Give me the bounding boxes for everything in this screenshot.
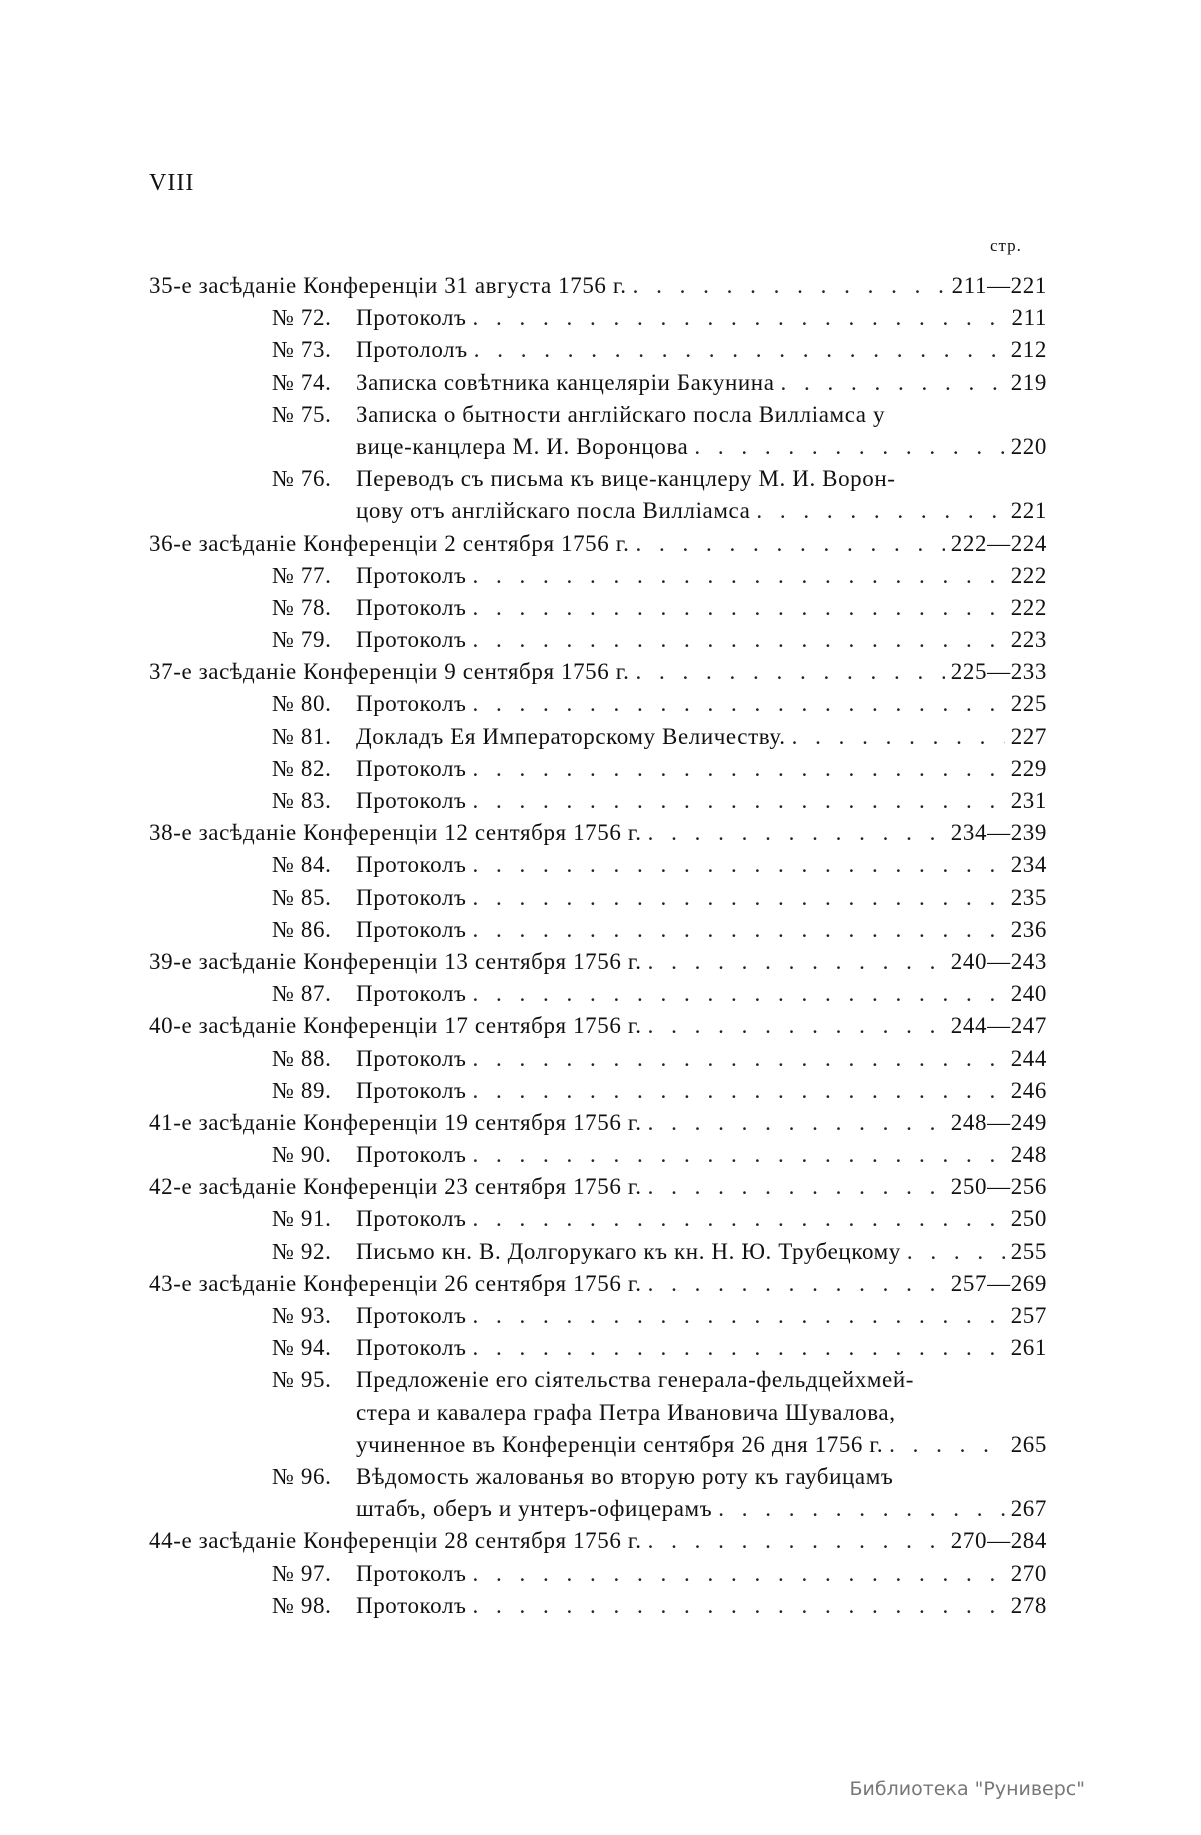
toc-document-entry <box>149 560 1047 592</box>
entry-title: Докладъ Ея Императорскому Величеству. <box>356 723 786 749</box>
table-of-contents <box>149 270 1047 1622</box>
toc-document-entry <box>149 1139 1047 1171</box>
dot-leader <box>648 1268 945 1300</box>
page-reference: 244—247 <box>950 1013 1047 1039</box>
dot-leader <box>636 656 945 688</box>
document-number: № 89. <box>272 1077 332 1103</box>
page-reference: 234 <box>1010 852 1047 878</box>
entry-title: 43-е засѣданіе Конференціи 26 сентября 1756 г. <box>149 1270 642 1296</box>
dot-leader <box>648 1171 945 1203</box>
page-reference: 219 <box>1010 369 1047 395</box>
entry-title: Протоколъ <box>356 1045 467 1071</box>
toc-document-entry <box>149 1332 1047 1364</box>
toc-document-entry <box>149 849 1047 881</box>
entry-title: 37-е засѣданіе Конференціи 9 сентября 1756 г. <box>149 659 630 685</box>
document-number: № 92. <box>272 1238 332 1264</box>
dot-leader <box>474 334 1005 366</box>
dot-leader <box>473 978 1005 1010</box>
toc-session-entry <box>149 817 1047 849</box>
document-number: № 86. <box>272 916 332 942</box>
document-number: № 80. <box>272 691 332 717</box>
page-reference: 222 <box>1010 594 1047 620</box>
entry-title: Протоколъ <box>356 788 467 813</box>
entry-title: Протоколъ <box>356 1206 467 1232</box>
page-number: VIII <box>149 170 195 196</box>
document-number: № 97. <box>272 1560 332 1586</box>
entry-title: Протоколъ <box>356 594 467 620</box>
entry-title: Протоколъ <box>356 1560 467 1586</box>
dot-leader <box>648 1525 945 1557</box>
toc-document-entry <box>149 495 1047 527</box>
page-reference: 250 <box>1010 1206 1047 1232</box>
document-number: № 85. <box>272 884 332 910</box>
document-number: № 79. <box>272 627 332 653</box>
page-reference: 261 <box>1010 1335 1047 1361</box>
dot-leader <box>473 753 1005 785</box>
toc-document-entry <box>149 978 1047 1010</box>
toc-document-entry <box>149 882 1047 914</box>
entry-title: Письмо кн. В. Долгорукаго къ кн. Н. Ю. Трубецкому <box>356 1238 901 1264</box>
dot-leader <box>473 1203 1005 1235</box>
page-reference: 231 <box>1010 788 1047 813</box>
toc-document-entry <box>149 367 1047 399</box>
dot-leader <box>648 817 945 849</box>
toc-document-entry <box>149 1429 1047 1461</box>
document-number: № 82. <box>272 755 332 781</box>
document-number: № 81. <box>272 723 332 749</box>
toc-session-entry <box>149 1010 1047 1042</box>
dot-leader <box>889 1429 1005 1461</box>
toc-document-entry <box>149 785 1047 817</box>
toc-document-entry <box>149 1590 1047 1622</box>
dot-leader <box>473 1043 1005 1075</box>
dot-leader <box>473 882 1005 914</box>
document-number: № 93. <box>272 1303 332 1328</box>
toc-session-entry <box>149 1107 1047 1139</box>
entry-title: 39-е засѣданіе Конференціи 13 сентября 1756 г. <box>149 948 642 974</box>
toc-document-entry <box>149 1043 1047 1075</box>
document-number: № 75. <box>272 401 332 427</box>
dot-leader <box>473 785 1005 817</box>
entry-title: Протоколъ <box>356 884 467 910</box>
toc-document-entry <box>149 399 1047 431</box>
entry-title: вице-канцлера М. И. Воронцова <box>356 433 689 459</box>
entry-title: Протоколъ <box>356 691 467 717</box>
page-reference: 223 <box>1010 627 1047 653</box>
page-reference: 225—233 <box>950 659 1047 685</box>
page-reference: 265 <box>1010 1431 1047 1457</box>
page-reference: 250—256 <box>950 1174 1047 1200</box>
toc-document-entry <box>149 463 1047 495</box>
entry-title: Протоколъ <box>356 627 467 653</box>
page-reference: 270 <box>1010 1560 1047 1586</box>
dot-leader <box>473 1332 1005 1364</box>
entry-title: цову отъ англійскаго посла Вилліамса <box>356 498 751 524</box>
document-number: № 87. <box>272 981 332 1007</box>
toc-session-entry <box>149 270 1047 302</box>
document-number: № 72. <box>272 305 332 331</box>
document-number: № 91. <box>272 1206 332 1232</box>
entry-title: 35-е засѣданіе Конференціи 31 августа 1756 г. <box>149 273 627 298</box>
toc-session-entry <box>149 1171 1047 1203</box>
page-reference: 212 <box>1010 337 1047 363</box>
entry-title: 42-е засѣданіе Конференціи 23 сентября 1756 г. <box>149 1174 642 1200</box>
entry-title: Протоколъ <box>356 305 467 331</box>
page-reference: 267 <box>1010 1496 1047 1522</box>
toc-document-entry <box>149 914 1047 946</box>
dot-leader <box>633 270 946 302</box>
entry-title: Протоколъ <box>356 981 467 1007</box>
page-reference: 227 <box>1010 723 1047 749</box>
page-reference: 221 <box>1010 498 1047 524</box>
page-reference: 240—243 <box>950 948 1047 974</box>
dot-leader <box>756 495 1004 527</box>
entry-title: 40-е засѣданіе Конференціи 17 сентября 1756 г. <box>149 1013 642 1039</box>
toc-document-entry <box>149 688 1047 720</box>
page-reference: 278 <box>1010 1592 1047 1618</box>
toc-document-entry <box>149 624 1047 656</box>
dot-leader <box>694 431 1004 463</box>
toc-session-entry <box>149 656 1047 688</box>
dot-leader <box>473 1590 1005 1622</box>
toc-document-entry <box>149 1203 1047 1235</box>
document-number: № 94. <box>272 1335 332 1361</box>
toc-document-entry <box>149 1300 1047 1332</box>
page-reference: 234—239 <box>950 820 1047 846</box>
page-reference: 240 <box>1010 981 1047 1007</box>
dot-leader <box>781 367 1005 399</box>
toc-document-entry <box>149 592 1047 624</box>
document-number: № 83. <box>272 788 332 813</box>
toc-document-entry <box>149 1397 1047 1429</box>
dot-leader <box>636 528 945 560</box>
page-reference: 211—221 <box>951 273 1047 298</box>
page-reference: 220 <box>1010 433 1047 459</box>
toc-document-entry <box>149 721 1047 753</box>
page-reference: 235 <box>1010 884 1047 910</box>
document-number: № 74. <box>272 369 332 395</box>
dot-leader <box>648 946 945 978</box>
toc-document-entry <box>149 1364 1047 1396</box>
entry-title: Протоколъ <box>356 1142 467 1168</box>
page-reference: 257—269 <box>950 1270 1047 1296</box>
document-number: № 90. <box>272 1142 332 1168</box>
entry-title: Протоколъ <box>356 852 467 878</box>
document-number: № 88. <box>272 1045 332 1071</box>
page-reference: 211 <box>1011 305 1047 331</box>
entry-title: Протоколъ <box>356 1592 467 1618</box>
entry-title: Протоколъ <box>356 1077 467 1103</box>
page-reference: 248—249 <box>950 1109 1047 1135</box>
page-reference: 244 <box>1010 1045 1047 1071</box>
library-watermark: Библиотека "Руниверс" <box>849 1778 1085 1800</box>
dot-leader <box>907 1236 1005 1268</box>
toc-document-entry <box>149 334 1047 366</box>
entry-title: 38-е засѣданіе Конференціи 12 сентября 1756 г. <box>149 820 642 846</box>
toc-document-entry <box>149 1493 1047 1525</box>
page-reference: 255 <box>1010 1238 1047 1264</box>
toc-document-entry <box>149 302 1047 334</box>
page-reference: 225 <box>1010 691 1047 717</box>
dot-leader <box>473 849 1005 881</box>
entry-title: Протоколъ <box>356 755 467 781</box>
dot-leader <box>718 1493 1004 1525</box>
entry-title: Вѣдомость жалованья во вторую роту къ гаубицамъ <box>356 1463 894 1489</box>
page-reference: 248 <box>1010 1142 1047 1168</box>
dot-leader <box>648 1107 945 1139</box>
document-number: № 96. <box>272 1463 332 1489</box>
page-reference: 229 <box>1010 755 1047 781</box>
entry-title: стера и кавалера графа Петра Ивановича Шувалова, <box>356 1399 896 1425</box>
document-number: № 78. <box>272 594 332 620</box>
entry-title: Записка о бытности англійскаго посла Вилліамса у <box>356 401 886 427</box>
entry-title: Записка совѣтника канцеляріи Бакунина <box>356 369 775 395</box>
dot-leader <box>648 1010 945 1042</box>
entry-title: 44-е засѣданіе Конференціи 28 сентября 1756 г. <box>149 1528 642 1554</box>
dot-leader <box>792 721 1005 753</box>
entry-title: Предложеніе его сіятельства генерала-фельдцейхмей- <box>356 1367 915 1393</box>
dot-leader <box>473 302 1006 334</box>
toc-session-entry <box>149 1525 1047 1557</box>
dot-leader <box>473 688 1005 720</box>
entry-title: Протоколъ <box>356 1303 467 1328</box>
document-number: № 98. <box>272 1592 332 1618</box>
dot-leader <box>473 592 1005 624</box>
document-number: № 77. <box>272 562 332 588</box>
pages-column-label: стр. <box>990 236 1022 255</box>
dot-leader <box>473 1558 1005 1590</box>
toc-session-entry <box>149 1268 1047 1300</box>
toc-document-entry <box>149 431 1047 463</box>
dot-leader <box>473 624 1005 656</box>
page-reference: 257 <box>1010 1303 1047 1328</box>
entry-title: 41-е засѣданіе Конференціи 19 сентября 1756 г. <box>149 1109 642 1135</box>
dot-leader <box>473 1139 1005 1171</box>
dot-leader <box>473 1075 1005 1107</box>
document-number: № 73. <box>272 337 332 363</box>
document-number: № 76. <box>272 466 332 492</box>
toc-document-entry <box>149 1075 1047 1107</box>
dot-leader <box>473 1300 1005 1332</box>
toc-document-entry <box>149 753 1047 785</box>
toc-document-entry <box>149 1558 1047 1590</box>
page-reference: 222 <box>1010 562 1047 588</box>
entry-title: штабъ, оберъ и унтеръ-офицерамъ <box>356 1496 713 1522</box>
entry-title: Переводъ съ письма къ вице-канцлеру М. И. Ворон- <box>356 466 896 492</box>
entry-title: Протоколъ <box>356 916 467 942</box>
entry-title: 36-е засѣданіе Конференціи 2 сентября 1756 г. <box>149 530 630 556</box>
toc-session-entry <box>149 946 1047 978</box>
entry-title: Протоколъ <box>356 562 467 588</box>
page-reference: 236 <box>1010 916 1047 942</box>
toc-session-entry <box>149 528 1047 560</box>
toc-document-entry <box>149 1236 1047 1268</box>
page-reference: 270—284 <box>950 1528 1047 1554</box>
toc-document-entry <box>149 1461 1047 1493</box>
dot-leader <box>473 560 1005 592</box>
page-reference: 222—224 <box>950 530 1047 556</box>
entry-title: учиненное въ Конференціи сентября 26 дня 1756 г. <box>356 1431 884 1457</box>
document-number: № 84. <box>272 852 332 878</box>
dot-leader <box>473 914 1005 946</box>
entry-title: Протололъ <box>356 337 468 363</box>
document-number: № 95. <box>272 1367 332 1393</box>
page-reference: 246 <box>1010 1077 1047 1103</box>
entry-title: Протоколъ <box>356 1335 467 1361</box>
